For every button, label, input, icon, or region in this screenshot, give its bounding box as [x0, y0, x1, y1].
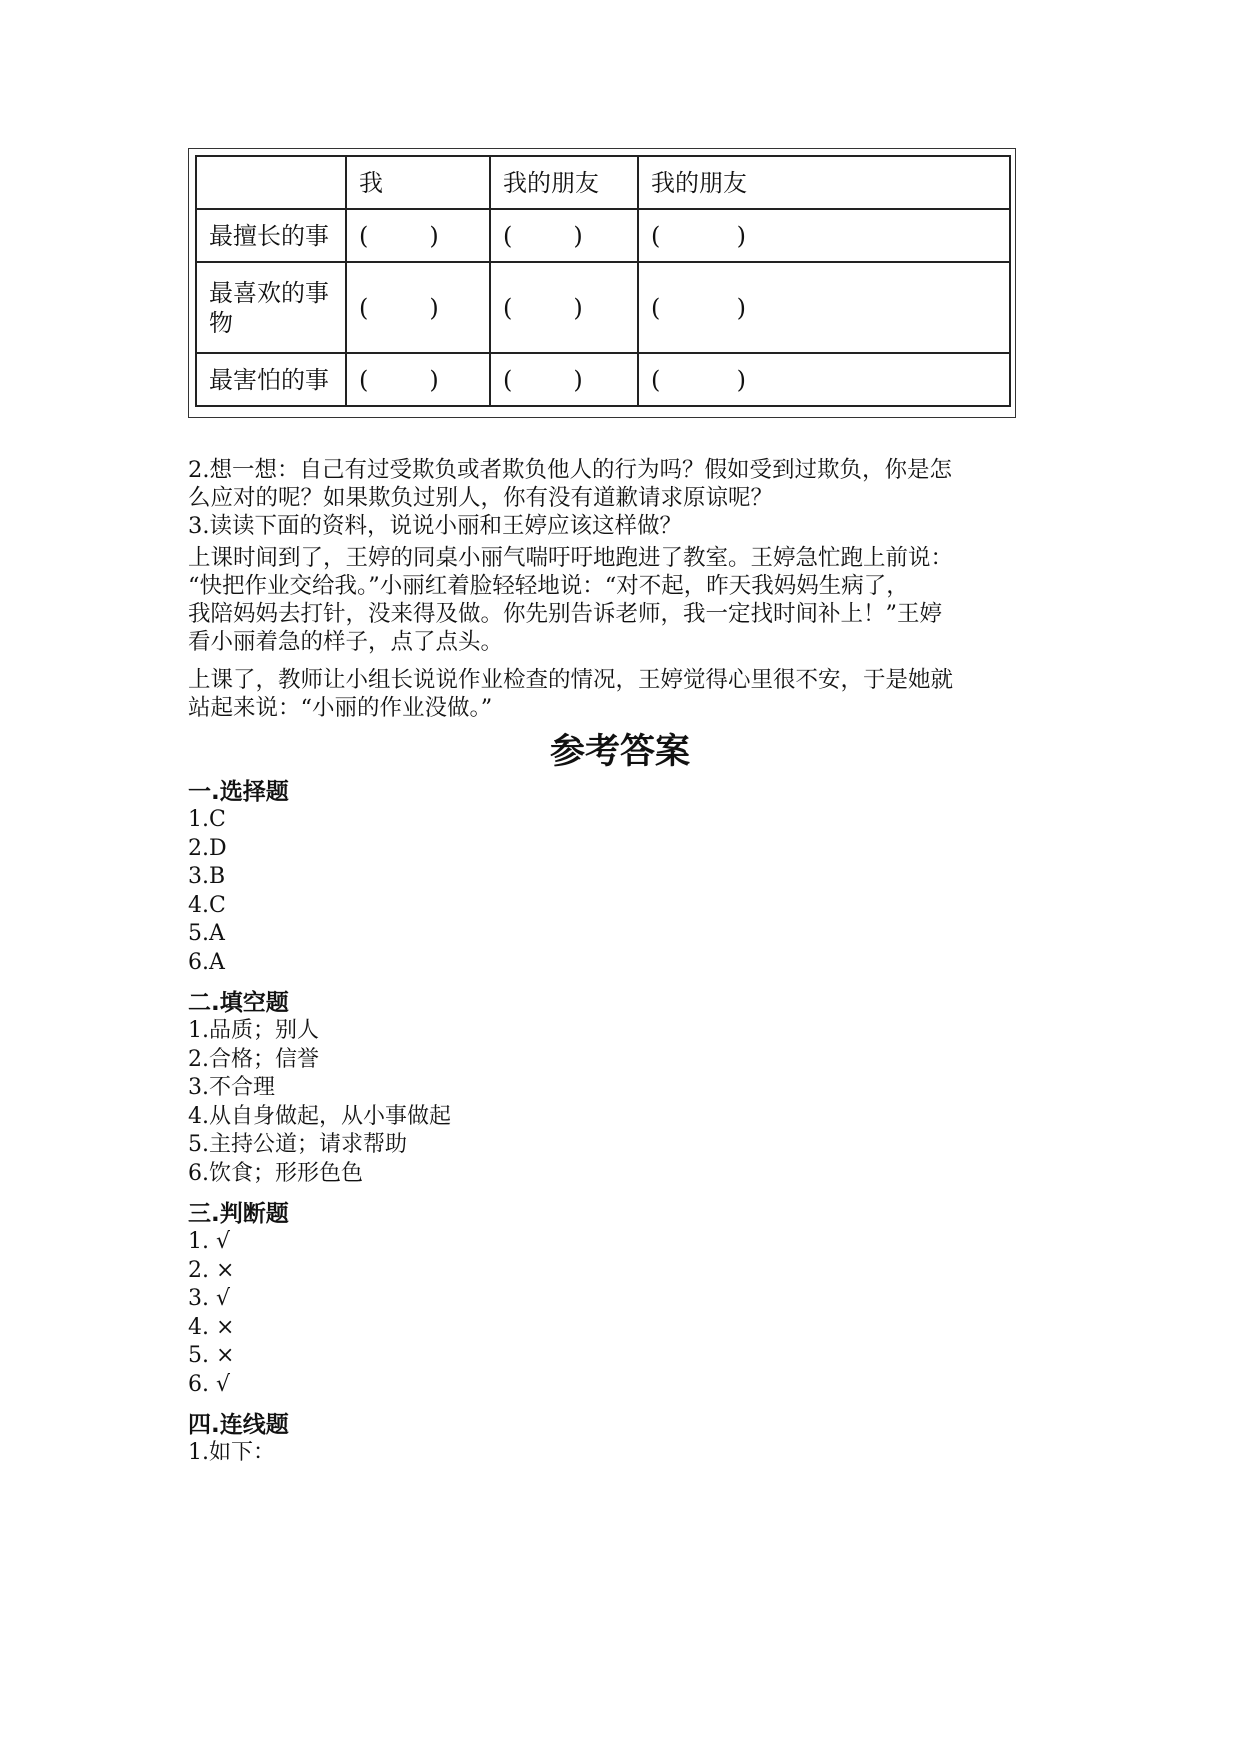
table-header-row: [196, 156, 1010, 209]
answer-item: 1.如下：: [188, 1440, 275, 1465]
answer-section: [188, 1200, 1048, 1399]
question-line: 2.想一想：自己有过受欺负或者欺负他人的行为吗？假如受到过欺负，你是怎: [188, 457, 952, 483]
answer-item: 2.合格；信誉: [188, 1046, 319, 1072]
table-header-cell: [196, 156, 346, 209]
passage-line: 上课时间到了，王婷的同桌小丽气喘吁吁地跑进了教室。王婷急忙跑上前说：: [188, 545, 954, 571]
answer-item: 3.B: [188, 864, 226, 889]
passage-line: 看小丽着急的样子，点了点头。: [188, 629, 504, 655]
answer-blank: ( ): [346, 262, 490, 353]
answer-item: 6. √: [188, 1371, 231, 1397]
answer-section: [188, 1411, 1048, 1468]
section-title: 四.连线题: [188, 1412, 289, 1438]
table-header-cell: 我的朋友: [638, 156, 1010, 209]
section-title: 一.选择题: [188, 779, 289, 805]
answer-item: 1.品质；别人: [188, 1018, 319, 1043]
table-row: [196, 353, 1010, 406]
answer-item: 3. √: [188, 1286, 231, 1311]
section-title: 二.填空题: [188, 990, 289, 1016]
section-title: 三.判断题: [188, 1201, 289, 1227]
survey-table-frame: [188, 148, 1016, 418]
table-row: [196, 209, 1010, 262]
answer-title: 参考答案: [549, 732, 690, 772]
passage-line: 上课了，教师让小组长说说作业检查的情况，王婷觉得心里很不安，于是她就: [188, 667, 954, 693]
answer-item: 2.D: [188, 835, 227, 861]
row-label: 最擅长的事: [196, 209, 346, 262]
answer-item: 4. ×: [188, 1314, 235, 1340]
answer-section: [188, 989, 1048, 1188]
answer-section: [188, 778, 1048, 977]
answer-item: 6.饮食；形形色色: [188, 1160, 363, 1186]
question-line: 3.读读下面的资料，说说小丽和王婷应该这样做？: [188, 513, 682, 539]
answer-item: 1. √: [188, 1229, 231, 1254]
answer-item: 5. ×: [188, 1343, 235, 1368]
answer-item: 2. ×: [188, 1257, 235, 1283]
passage-line: 站起来说：“小丽的作业没做。”: [188, 695, 493, 721]
question-block: [188, 456, 1048, 540]
answer-item: 4.从自身做起，从小事做起: [188, 1103, 451, 1129]
answer-item: 4.C: [188, 892, 226, 918]
answer-item: 6.A: [188, 949, 225, 975]
answer-blank: ( ): [490, 353, 638, 406]
table-header-cell: 我: [346, 156, 490, 209]
answer-blank: ( ): [490, 209, 638, 262]
answer-item: 5.主持公道；请求帮助: [188, 1132, 407, 1157]
row-label: 最害怕的事: [196, 353, 346, 406]
passage-line: “快把作业交给我。”小丽红着脸轻轻地说：“对不起，昨天我妈妈生病了，: [188, 573, 909, 599]
table-header-cell: 我的朋友: [490, 156, 638, 209]
question-line: 么应对的呢？如果欺负过别人，你有没有道歉请求原谅呢？: [188, 485, 774, 511]
passage-paragraph: [188, 544, 1048, 656]
answer-blank: ( ): [346, 209, 490, 262]
survey-table: [195, 155, 1011, 407]
answer-item: 3.不合理: [188, 1075, 275, 1100]
answer-blank: ( ): [638, 209, 1010, 262]
row-label: 最喜欢的事物: [196, 262, 346, 353]
passage-line: 我陪妈妈去打针，没来得及做。你先别告诉老师，我一定找时间补上！”王婷: [188, 601, 943, 627]
table-row: [196, 262, 1010, 353]
passage-paragraph: [188, 666, 1048, 722]
answer-blank: ( ): [490, 262, 638, 353]
answer-item: 5.A: [188, 921, 225, 946]
answer-blank: ( ): [638, 262, 1010, 353]
answer-blank: ( ): [346, 353, 490, 406]
answer-blank: ( ): [638, 353, 1010, 406]
answer-item: 1.C: [188, 807, 226, 832]
